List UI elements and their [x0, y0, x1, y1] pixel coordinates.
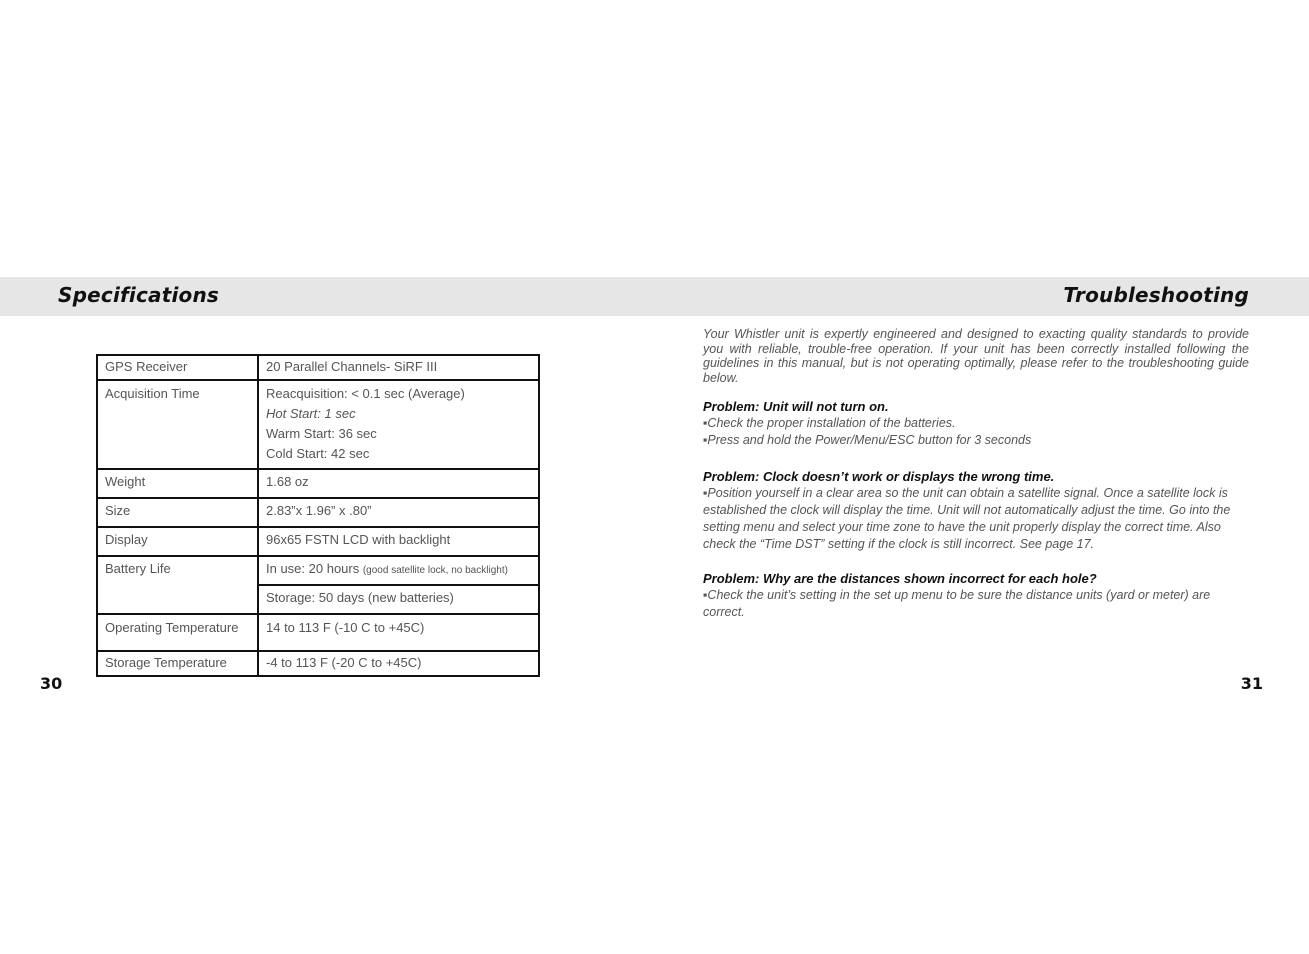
spec-value-line: Hot Start: 1 sec — [266, 406, 356, 421]
spec-label: Weight — [97, 469, 258, 498]
list-item: ▪Check the unit’s setting in the set up menu to be sure the distance units (yard or meter) are correct. — [703, 588, 1211, 619]
table-row — [97, 355, 539, 380]
table-row — [97, 651, 539, 676]
specifications-title: Specifications — [58, 283, 220, 307]
troubleshooting-title: Troubleshooting — [1063, 283, 1249, 307]
spec-value-text: In use: 20 hours — [266, 561, 363, 576]
spec-value-note: (good satellite lock, no backlight) — [362, 565, 508, 576]
spec-label: Display — [97, 527, 258, 556]
problem-heading: Problem: Unit will not turn on. — [703, 399, 889, 414]
table-row — [97, 527, 539, 556]
table-row — [97, 614, 539, 651]
spec-label: Size — [97, 498, 258, 527]
spec-value-line: Reacquisition: < 0.1 sec (Average) — [266, 386, 465, 401]
table-row — [97, 380, 539, 469]
spec-label: Storage Temperature — [97, 651, 258, 676]
list-item: ▪Check the proper installation of the batteries. — [703, 416, 956, 430]
spec-value-line: Warm Start: 36 sec — [266, 426, 377, 441]
spec-value: 96x65 FSTN LCD with backlight — [258, 527, 539, 556]
spec-value: 2.83”x 1.96” x .80” — [258, 498, 539, 527]
problem-heading: Problem: Clock doesn’t work or displays the wrong time. — [703, 469, 1055, 484]
spec-label: GPS Receiver — [97, 355, 258, 380]
spec-value: Storage: 50 days (new batteries) — [258, 585, 539, 614]
spec-value: 1.68 oz — [258, 469, 539, 498]
spec-value: 20 Parallel Channels- SiRF III — [258, 355, 539, 380]
spec-label: Battery Life — [97, 556, 258, 614]
spec-value — [258, 380, 539, 469]
spec-value: -4 to 113 F (-20 C to +45C) — [258, 651, 539, 676]
page-number-right: 31 — [1240, 674, 1263, 693]
spec-value: 14 to 113 F (-10 C to +45C) — [258, 614, 539, 651]
troubleshooting-content — [703, 327, 1249, 621]
page-number-left: 30 — [40, 674, 63, 693]
spec-label: Operating Temperature — [97, 614, 258, 651]
table-row — [97, 556, 539, 585]
intro-paragraph: Your Whistler unit is expertly engineered and designed to exacting quality standards to provide you with reliable, trouble-free operation. If your unit has been correctly installed following the guidelines in this manual, but is not operating optimally, please refer to the troubleshooting guide below. — [703, 327, 1249, 385]
table-row — [97, 498, 539, 527]
specifications-table — [96, 354, 540, 677]
spec-label: Acquisition Time — [97, 380, 258, 469]
list-item: ▪Press and hold the Power/Menu/ESC button for 3 seconds — [703, 433, 1032, 447]
spec-value-line: Cold Start: 42 sec — [266, 446, 370, 461]
spec-value — [258, 556, 539, 585]
problem-heading: Problem: Why are the distances shown incorrect for each hole? — [703, 571, 1097, 586]
table-row — [97, 469, 539, 498]
list-item: ▪Position yourself in a clear area so the unit can obtain a satellite signal. Once a satellite lock is established the clock will display the time. Unit will not automatically adjust the time. Go into the setting menu and select your time zone to have the unit properly display the correct time. Also check the “Time DST” setting if the clock is still incorrect. See page 17. — [703, 486, 1231, 551]
